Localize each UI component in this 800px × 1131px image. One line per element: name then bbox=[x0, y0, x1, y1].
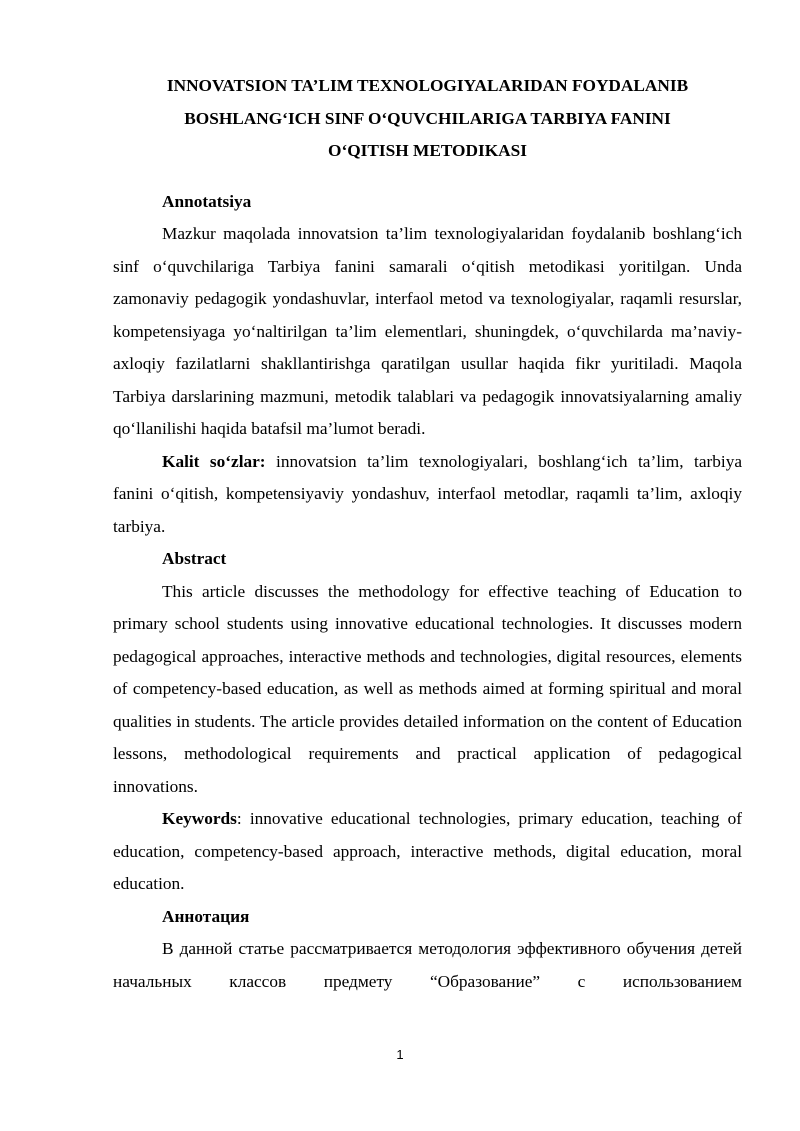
en-keywords-label: Keywords bbox=[162, 809, 237, 828]
en-keywords-text: : innovative educational technologies, primary education, teaching of education, competency-based approach, interactive methods, digital education, moral education. bbox=[113, 809, 742, 893]
uz-keywords bbox=[113, 446, 742, 544]
title-line-3: O‘QITISH METODIKASI bbox=[328, 141, 527, 160]
page-number: 1 bbox=[396, 1047, 404, 1062]
document-page bbox=[113, 70, 742, 998]
uz-keywords-label: Kalit so‘zlar: bbox=[162, 451, 266, 471]
uz-keywords-text: innovatsion ta’lim texnologiyalari, boshlang‘ich ta’lim, tarbiya fanini o‘qitish, kompetensiyaviy yondashuv, interfaol metodlar, raqamli ta’lim, axloqiy tarbiya. bbox=[113, 451, 743, 536]
title-line-1: INNOVATSION TA’LIM TEXNOLOGIYALARIDAN FOYDALANIB bbox=[166, 76, 689, 95]
en-abstract-heading: Abstract bbox=[162, 549, 227, 568]
paper-title bbox=[113, 70, 742, 168]
ru-abstract-heading: Аннотация bbox=[162, 906, 250, 926]
uz-abstract-heading: Annotatsiya bbox=[162, 191, 252, 211]
en-abstract-body: This article discusses the methodology for effective teaching of Education to primary school students using innovative educational technologies. It discusses modern pedagogical approaches, interactive methods and technologies, digital resources, elements of competency-based education, as well as methods aimed at forming spiritual and moral qualities in students. The article provides detailed information on the content of Education lessons, methodological requirements and practical application of pedagogical innovations. bbox=[113, 581, 742, 796]
ru-abstract-body: В данной статье рассматривается методология эффективного обучения детей начальных классов предмету “Образование” с использованием bbox=[113, 939, 742, 991]
uz-abstract-body: Mazkur maqolada innovatsion ta’lim texnologiyalaridan foydalanib boshlang‘ich sinf o‘quvchilariga Tarbiya fanini samarali o‘qitish metodikasi yoritilgan. Unda zamonaviy pedagogik yondashuvlar, interfaol metod va texnologiyalar, raqamli resurslar, kompetensiyaga yo‘naltirilgan ta’lim elementlari, shuningdek, o‘quvchilarda ma’naviy-axloqiy fazilatlarni shakllantirishga qaratilgan usullar haqida fikr yuritiladi. Maqola Tarbiya darslarining mazmuni, metodik talablari va pedagogik innovatsiyalarning amaliy qo‘llanilishi haqida batafsil ma’lumot beradi. bbox=[113, 224, 742, 438]
title-line-2: BOSHLANG‘ICH SINF O‘QUVCHILARIGA TARBIYA FANINI bbox=[184, 108, 671, 128]
en-keywords bbox=[113, 803, 742, 901]
